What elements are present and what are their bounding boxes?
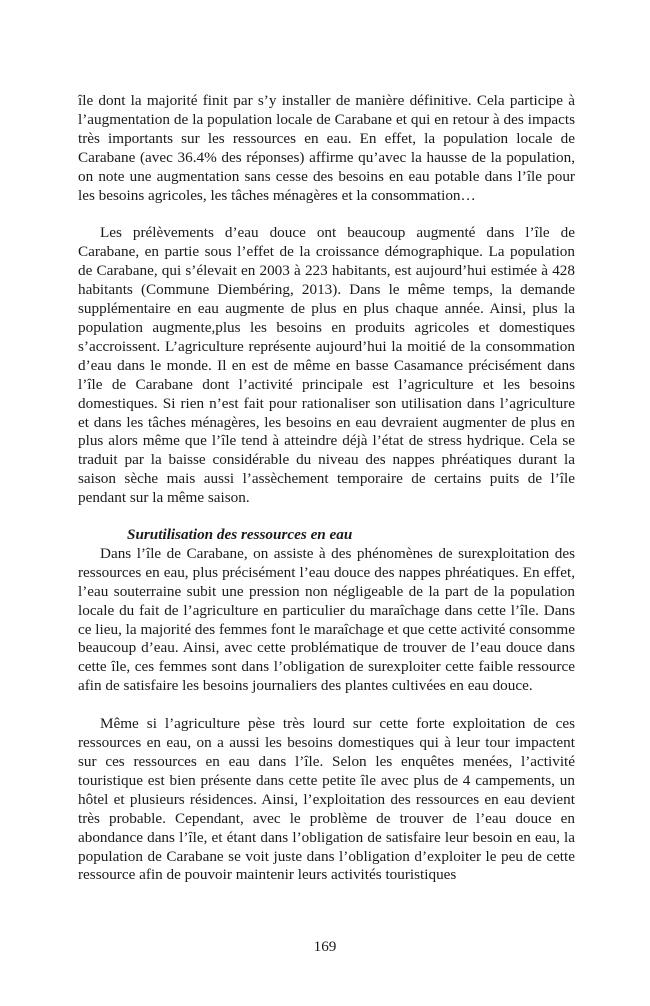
section-heading: Surutilisation des ressources en eau [127,526,353,544]
body-paragraph-1: île dont la majorité finit par s’y installer de manière définitive. Cela participe à l’augmentation de la population locale de Carabane et qui en retour à des impacts très importants sur les ressources en eau. En effet, la population locale de Carabane (avec 36.4% des réponses) affirme qu’avec la hausse de la population, on note une augmentation sans cesse des besoins en eau potable dans l’île pour les besoins agricoles, les tâches ménagères et la consommation… [78,92,575,204]
section-paragraph-1: Dans l’île de Carabane, on assiste à des phénomènes de surexploitation des ressources en eau, plus précisément l’eau douce des nappes phréatiques. En effet, l’eau souterraine subit une pression non négligeable de la part de la population locale du fait de l’agriculture en particulier du maraîchage dans cette l’île. Dans ce lieu, la majorité des femmes font le maraîchage et que cette activité consomme beaucoup d’eau. Ainsi, avec cette problématique de trouver de l’eau douce dans cette île, ces femmes sont dans l’obligation de surexploiter cette faible ressource afin de satisfaire les besoins journaliers des plantes cultivées en eau douce. [78,544,575,695]
section-paragraph-2: Même si l’agriculture pèse très lourd sur cette forte exploitation de ces ressources en eau, on a aussi les besoins domestiques qui à leur tour impactent sur ces ressources en eau dans l’île. Selon les enquêtes menées, l’activité touristique est bien présente dans cette petite île avec plus de 4 campements, un hôtel et plusieurs résidences. Ainsi, l’exploitation des ressources en eau devient très probable. Cependant, avec le problème de trouver de l’eau douce en abondance dans l’île, et étant dans l’obligation de satisfaire leur besoin en eau, la population de Carabane se voit juste dans l’obligation d’exploiter le peu de cette ressource afin de pouvoir maintenir leurs activités touristiques [78,715,575,884]
body-paragraph-2: Les prélèvements d’eau douce ont beaucoup augmenté dans l’île de Carabane, en partie sous l’effet de la croissance démographique. La population de Carabane, qui s’élevait en 2003 à 223 habitants, est aujourd’hui estimée à 428 habitants (Commune Diembéring, 2013). Dans le même temps, la demande supplémentaire en eau augmente de plus en plus chaque année. Ainsi, plus la population augmente,plus les besoins en produits agricoles et domestiques s’accroissent. L’agriculture représente aujourd’hui la moitié de la consommation d’eau dans le monde. Il en est de même en basse Casamance précisément dans l’île de Carabane dont l’activité principale est l’agriculture et les besoins domestiques. Si rien n’est fait pour rationaliser son utilisation dans l’agriculture et dans les tâches ménagères, les besoins en eau devraient augmenter de plus en plus alors même que l’île tend à atteindre déjà l’état de stress hydrique. Cela se traduit par la baisse considérable du niveau des nappes phréatiques durant la saison sèche mais aussi l’assèchement temporaire de certains puits de l’île pendant sur la même saison. [78,224,575,507]
document-page [78,92,575,885]
page-number: 169 [313,938,337,955]
